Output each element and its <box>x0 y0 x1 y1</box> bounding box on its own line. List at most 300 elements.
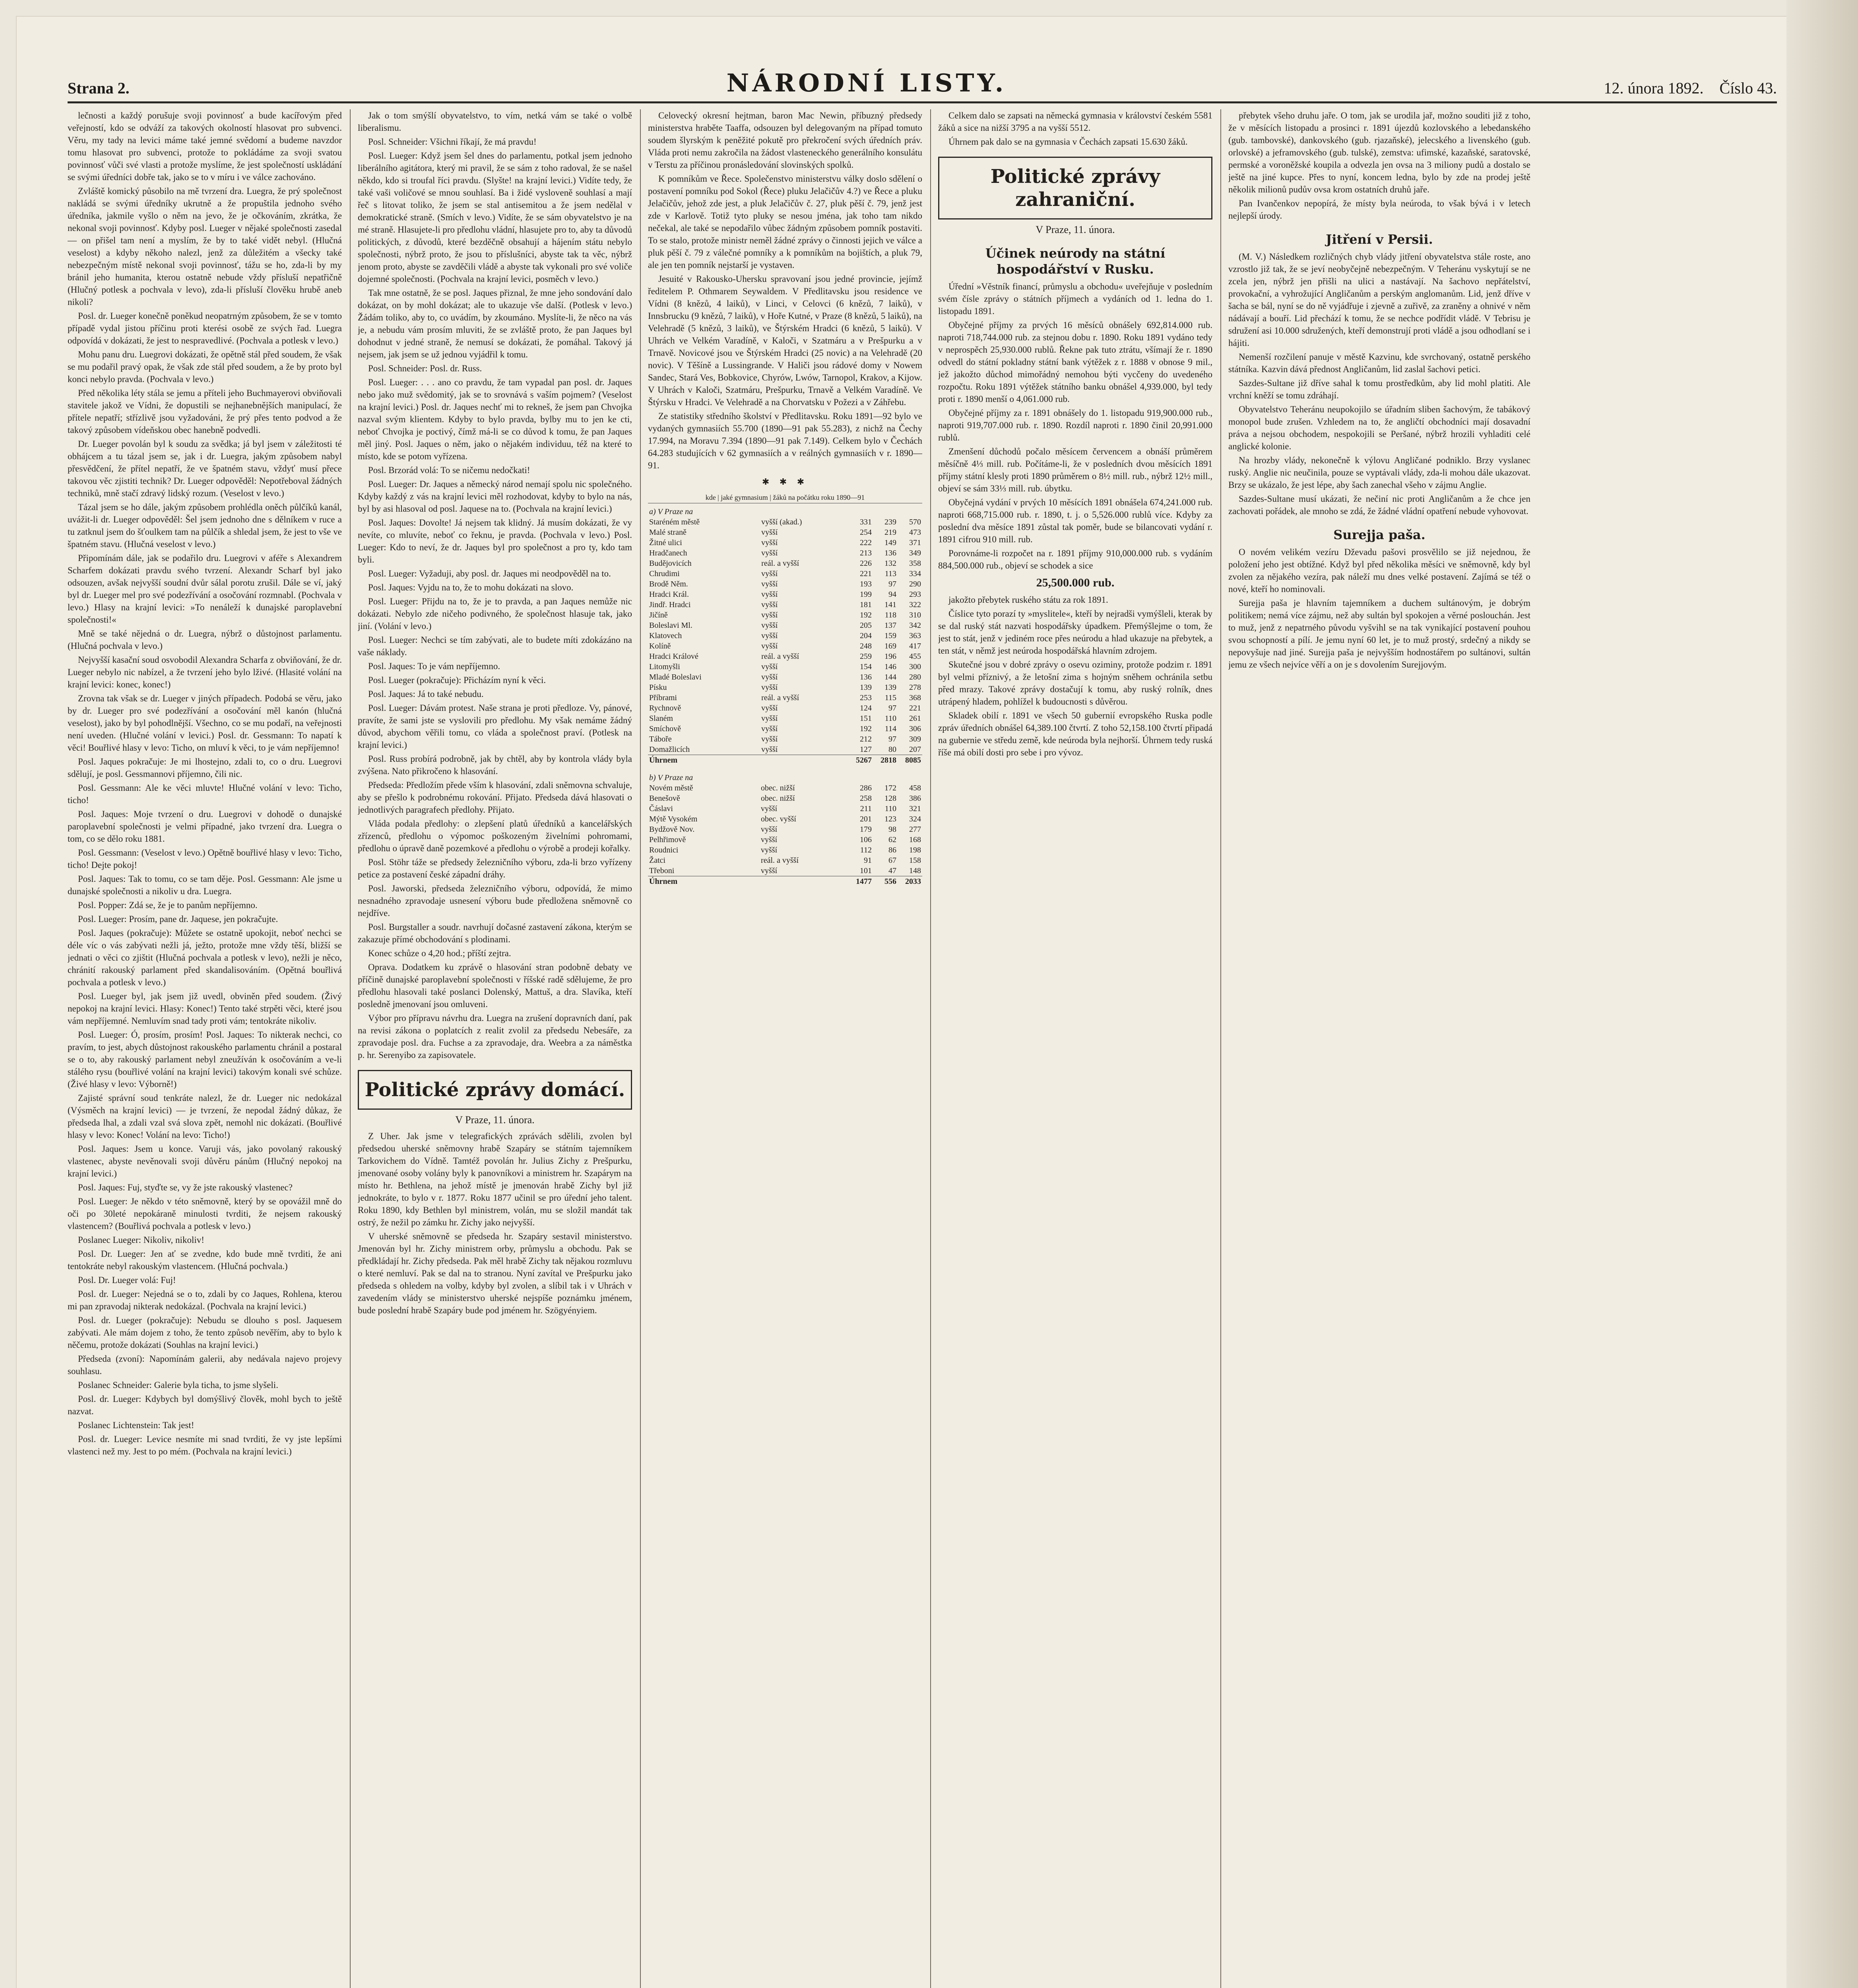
paragraph: Zvláště komický působilo na mě tvrzení dra. Luegra, že prý společnost nakládá se svými úředníky ukrutně a že propuštila jednoho svého úředníka, jakmile vyšlo o něm na jevo, že je očkováním, zkrátka, že nekonal svoji povinnosť. Kdyby posl. Lueger v nějaké společnosti zasedal — on přišel tam není a myslím, že by to také vidět nebyl. (Hlučná veselost) a kdyby někoho nalezl, jenž za důležitém a všecky také nebezpečným místě nekonal svoji povinnosť, tážu se ho, zda-li by my bránil jeho humanita, kterou ostatně nebude vždy přísluší nepatřičně (Hlučný potlesk a pochvala v levo), zda-li přísluší člověku hrubě aneb nikoli? <box>68 186 342 307</box>
column-rule <box>1220 109 1221 1988</box>
table-row <box>648 855 922 866</box>
paragraph: přebytek všeho druhu jaře. O tom, jak se urodila jař, možno souditi již z toho, že v měsících listopadu a prosinci r. 1891 újezdů kozlovského a lebedanského (gub. tambovské), dankovského (gub. rjazaňské), jelecského a livenského (gub. orlovské) a jeframovského (gub. tulské), zemstva: ufimské, kazaňské, saratovské, permské a voroněžské koupila a odvezla jen ovsa na 3 miliony pudů a dostalo se ještě na jiné kupce. Přes to nyní, koncem ledna, bylo by zde na prodej ještě několik milionů pudův ovsa krom ostatních druhů jaře. <box>1228 111 1530 194</box>
table-cell: 290 <box>909 580 921 588</box>
paragraph: Ze statistiky středního školství v Předlitavsku. Roku 1891—92 bylo ve vydaných gymnasiích 55.700 (1890—91 pak 55.283), z nichž na Čechy 17.994, na Moravu 7.394 (1890—91 pak 7.149). Celkem bylo v Čechách 64.283 studujících v 62 gymnasiích a v reálných gymnasiích v r. 1890—91. <box>648 411 922 470</box>
table-cell: vyšší <box>761 804 778 813</box>
table-row <box>648 579 922 589</box>
table-cell: vyšší <box>761 846 778 854</box>
table-cell: 358 <box>909 559 921 568</box>
table-cell: vyšší <box>761 549 778 557</box>
paragraph: Konec schůze o 4,20 hod.; příští zejtra. <box>368 948 511 958</box>
table-cell: 221 <box>860 569 872 578</box>
paragraph: Na hrozby vlády, nekonečně k výlovu Angličané podniklo. Brzy vyslanec ruský. Anglie nic neučinila, pouze se vyptávali vlády, zda-li mohou dále ukazovat. Brzy se ukázalo, že jest lépe, aby šach zanechal všeho v zájmu Anglie. <box>1228 455 1530 490</box>
table-row <box>648 538 922 548</box>
paragraph: Posl. Jaques: Dovolte! Já nejsem tak klidný. Já musím dokázati, že vy nevíte, co mluvíte, neboť co řeknu, je pravda. (Pochvala v levo.) Posl. Lueger: Kdo to neví, že dr. Jaques byl pro společnost a pro ty, kdo tam byli. <box>358 518 632 565</box>
table-cell: vyšší <box>761 538 778 547</box>
table-cell: 331 <box>860 518 872 526</box>
table-cell: 110 <box>884 804 896 813</box>
table-cell: Třeboni <box>649 866 675 875</box>
table-row <box>648 744 922 755</box>
table-cell: reál. a vyšší <box>761 693 799 702</box>
table-cell: 169 <box>884 642 896 650</box>
table-cell: 306 <box>909 724 921 733</box>
paragraph: lečnosti a každý porušuje svoji povinnosť a bude kacířovým před veřejností, kdo se odváží za takových okolností hlasovat pro subvenci. Věru, my tady na levici máme také jemné svědomí a budeme navzdor tomu hlasovat pro subvenci, protože to pokládáme za svoji svatou povinnosť vůči své vlasti a protože myslíme, že jest společností uskládání se svými úředníci dobře tak, jako se to v míru i ve válce zachováno. <box>68 111 342 182</box>
column-5 <box>1228 109 1530 1988</box>
table-cell: vyšší <box>761 673 778 681</box>
table-cell: 144 <box>884 673 896 681</box>
paragraph: Posl. Dr. Lueger volá: Fuj! <box>78 1275 176 1285</box>
table-row <box>648 734 922 744</box>
paragraph: Skladek obilí r. 1891 ve všech 50 gubernií evropského Ruska podle zpráv úředních obnášel 64,389.100 čtvrtí. Z toho 52,158.100 čtvrtí připadá na gubernie ve středu země, kde neúroda byla nejhorší. Úhrnem tedy ruská říše má obilí dosti pro sebe i pro vývoz. <box>938 711 1212 757</box>
paragraph: Úhrnem pak dalo se na gymnasia v Čechách zapsati 15.630 žáků. <box>948 137 1188 147</box>
table-cell: 417 <box>909 642 921 650</box>
table-cell: 139 <box>884 683 896 692</box>
table-cell: 310 <box>909 611 921 619</box>
paragraph: Posl. Jaques: Moje tvrzení o dru. Luegrovi v dohodě o dunajské paroplavební společnosti je velmi případné, jako tvrzení dra. Luegra o tom, co se dělo roku 1881. <box>68 809 342 844</box>
table-cell: obec. vyšší <box>761 815 796 823</box>
table-cell: 196 <box>884 652 896 661</box>
column-rule <box>640 109 641 1988</box>
table-cell: vyšší <box>761 714 778 723</box>
table-body <box>648 503 922 766</box>
paragraph: Celkem dalo se zapsati na německá gymnasia v království českém 5581 žáků a sice na nižší 3795 a na vyšší 5512. <box>938 111 1212 133</box>
table-cell: Mladé Boleslavi <box>649 673 702 681</box>
paragraph: Úřední »Věstník financí, průmyslu a obchodu« uveřejňuje v posledním svém čísle zprávy o státních příjmech a vydáních od 1. ledna do 1. listopadu 1891. <box>938 282 1212 316</box>
table-cell: Čáslavi <box>649 804 673 813</box>
column-4-body-3 <box>938 594 1212 759</box>
paragraph: Vláda podala předlohy: o zlepšení platů úředníků a kancelářských zřízenců, předlohu o výpomoc poškozeným živelními pohromami, předlohu o úpravě daně pozemkové a předlohu o výrobě a prodeji kořalky. <box>358 819 632 853</box>
paragraph: Nejvyšší kasační soud osvobodil Alexandra Scharfa z obviňování, že dr. Lueger nebylo nic nabízel, a že tvrzení jeho bylo lživé. (Hlasité volání na krajní levici: konec, konec!) <box>68 655 342 689</box>
table-cell: 97 <box>888 704 896 712</box>
paragraph: Nemenší rozčilení panuje v městě Kazvinu, kde svrchovaný, ostatně perského státníka. Kazvin dává přednost Angličanům, lid zaslal šachovi petici. <box>1228 352 1530 374</box>
table-cell: Chrudimi <box>649 569 680 578</box>
table-cell: 212 <box>860 735 872 744</box>
table-cell: 259 <box>860 652 872 661</box>
table-cell: 239 <box>884 518 896 526</box>
table-cell: vyšší <box>761 528 778 537</box>
table-cell: 115 <box>884 693 896 702</box>
gymnasium-table-municipal <box>648 769 922 887</box>
table-row <box>648 783 922 793</box>
column-5-body-2 <box>1228 250 1530 517</box>
table-cell: 97 <box>888 580 896 588</box>
paragraph: Posl. Jaques pokračuje: Je mi lhostejno, zdali to, co o dru. Luegrovi sdělují, je posl. Gessmannovi příjemno, čili nic. <box>68 757 342 779</box>
paragraph: Posl. Gessmann: Ale ke věci mluvte! Hlučné volání v levo: Ticho, ticho! <box>68 783 342 805</box>
table-cell: Domažlicích <box>649 745 690 754</box>
paragraph: Posl. Jaques: Vyjdu na to, že to mohu dokázati na slovo. <box>368 582 574 592</box>
table-cell: 136 <box>860 673 872 681</box>
column-4-body-2 <box>938 280 1212 572</box>
table-cell: 222 <box>860 538 872 547</box>
table-cell: 110 <box>884 714 896 723</box>
table-row <box>648 845 922 855</box>
table-row <box>648 662 922 672</box>
table-cell: Hradci Král. <box>649 590 689 599</box>
table-cell: 207 <box>909 745 921 754</box>
paragraph: Skutečné jsou v dobré zprávy o osevu oziminy, protože podzim r. 1891 byl velmi příznivý, a že letošní zima s hojným sněhem ochránila setbu před mrazy. Takové zprávy dostačují k tomu, aby ruský rolník, dnes utrápený hladem, pohlížel k budoucnosti s důvěrou. <box>938 660 1212 707</box>
table-row <box>648 724 922 734</box>
table-cell: 368 <box>909 693 921 702</box>
table-cell: 149 <box>884 538 896 547</box>
table-cell: Táboře <box>649 735 672 744</box>
table-cell: 322 <box>909 600 921 609</box>
table-cell: 98 <box>888 825 896 834</box>
paragraph: Posl. Jaques: Fuj, styďte se, vy že jste rakouský vlastenec? <box>78 1182 293 1192</box>
table-row <box>648 517 922 527</box>
table-cell: Příbrami <box>649 693 677 702</box>
table-cell: 132 <box>884 559 896 568</box>
table-cell: Žatci <box>649 856 666 865</box>
table-cell: 199 <box>860 590 872 599</box>
table-row <box>648 651 922 662</box>
dateline: V Praze, 11. února. <box>455 1114 535 1126</box>
table-cell: Mýtě Vysokém <box>649 815 698 823</box>
table-cell: Klatovech <box>649 631 682 640</box>
gymnasium-table-czech <box>648 492 922 765</box>
table-row <box>648 835 922 845</box>
table-cell: 113 <box>884 569 896 578</box>
paragraph: Posl. Schneider: Všichni říkají, že má pravdu! <box>368 137 537 147</box>
table-cell: Kolíně <box>649 642 671 650</box>
table-cell: Jindř. Hradci <box>649 600 691 609</box>
paragraph: Mně se také nějedná o dr. Luegra, nýbrž o důstojnost parlamentu. (Hlučná pochvala v levo.) <box>68 629 342 651</box>
table-cell: vyšší <box>761 569 778 578</box>
table-cell: vyšší <box>761 866 778 875</box>
paragraph: Předseda (zvoní): Napomínám galerii, aby nedávala najevo projevy souhlasu. <box>68 1354 342 1376</box>
paragraph: Obyčejné příjmy za r. 1891 obnášely do 1. listopadu 919,900.000 rub., naproti 919,707.000 rub. r. 1890. Rozdíl naproti r. 1890 činil 20,991.000 rublů. <box>938 408 1212 443</box>
table-cell: 2033 <box>898 876 922 887</box>
table-cell: 118 <box>884 611 896 619</box>
table-cell: 106 <box>860 835 872 844</box>
table-cell: Hradčanech <box>649 549 687 557</box>
table-cell: 371 <box>909 538 921 547</box>
table-cell: obec. nižší <box>761 784 795 792</box>
table-cell: 158 <box>909 856 921 865</box>
table-cell: 278 <box>909 683 921 692</box>
table-cell: 334 <box>909 569 921 578</box>
table-cell: 473 <box>909 528 921 537</box>
paragraph: Surejja paša je hlavním tajemníkem a duchem sultánovým, je dobrým politikem; nemá více zájmu, než aby sultán byl spokojen a věrné poslouchán. Jest to muž, jenž z nepatrného původu vyšvihl se na tak vynikající postavení pouhou svou schopností a pílí. Je jemu nyní 60 let, je to muž prostý, srdečný a nikdy se nepovyšuje nad jiné. Surejja paša je nejvyšším hodnostářem po sultánovi, sultán jemu ze všech nejvíce věří a on je s dovolením Surejjovým. <box>1228 598 1530 670</box>
table-cell: 300 <box>909 662 921 671</box>
table-cell: 342 <box>909 621 921 630</box>
paragraph: Posl. Lueger: . . . ano co pravdu, že tam vypadal pan posl. dr. Jaques nebo jako muž svědomitý, jak se to srovnává s vaším pojmem? (Veselost na krajní levici.) Posl. dr. Jaques nechť mi to rekneš, že jsem pan Chvojka nazval svým klientem. Kdyby to bylo pravda, bylby mu to jen ke cti, neboť Chvojka je poctivý, čímž má-li se co důvod k tomu, že pan Jaques měl jiný. Posl. Jaques o něm, jako o nějakém individuu, též na které to místo, kde se potom vyřízena. <box>358 377 632 461</box>
table-cell: 172 <box>884 784 896 792</box>
table-cell: vyšší <box>761 683 778 692</box>
paragraph: Posl. dr. Lueger: Nejedná se o to, zdali by co Jaques, Rohlena, kterou mi pan zpravodaj nikterak nedokázal. (Pochvala na krajní levici.) <box>68 1289 342 1311</box>
paragraph: Posl. dr. Lueger: Kdybych byl domýšlivý člověk, mohl bych to ještě nazvat. <box>68 1394 342 1416</box>
table-cell: 192 <box>860 611 872 619</box>
column-5-body-3 <box>1228 546 1530 671</box>
paragraph: Posl. Lueger: Přijdu na to, že je to pravda, a pan Jaques nemůže nic dokázati. Nebylo zde ničeho podivného, že společnost hlasuje tak, jako jiní. (Volání v levo.) <box>358 596 632 631</box>
table-cell: 248 <box>860 642 872 650</box>
column-4 <box>938 109 1212 1988</box>
table-cell: Hradci Králové <box>649 652 698 661</box>
table-cell: 198 <box>909 846 921 854</box>
table-cell: Benešově <box>649 794 680 803</box>
masthead <box>68 68 1777 103</box>
masthead-right <box>1604 79 1777 97</box>
paragraph: Posl. Lueger: Je někdo v této sněmovně, který by se opovážil mně do oči po 30leté nepokáraně minulosti tvrditi, že nejsem rakouský vlastencem? (Bouřlivá pochvala a potlesk v levo.) <box>68 1196 342 1231</box>
table-cell: 193 <box>860 580 872 588</box>
table-cell: Žitné ulici <box>649 538 682 547</box>
table-row <box>648 620 922 631</box>
table-cell: 363 <box>909 631 921 640</box>
table-cell: 94 <box>888 590 896 599</box>
table-row <box>648 558 922 569</box>
table-cell: vyšší (akad.) <box>761 518 802 526</box>
table-cell: 80 <box>888 745 896 754</box>
table-cell: 114 <box>884 724 896 733</box>
table-cell: Brodě Něm. <box>649 580 688 588</box>
table-cell: 204 <box>860 631 872 640</box>
paragraph: Posl. dr. Lueger: Levice nesmíte mi snad tvrditi, že vy jste lepšími vlastenci než my. Jest to po mém. (Pochvala na krajní levici.) <box>68 1434 342 1456</box>
paragraph: Jak o tom smýšlí obyvatelstvo, to vím, netká vám se také o volbě liberalismu. <box>358 111 632 133</box>
table-group-label: b) V Praze na <box>649 773 693 782</box>
table-cell: Rychnově <box>649 704 681 712</box>
section-heading-domestic: Politické zprávy domácí. <box>358 1070 632 1110</box>
paragraph: Posl. Lueger: Dr. Jaques a německý národ nemají spolu nic společného. Kdyby každý z vás na krajní levici měl rozhodovat, kdyby to bylo na nás, byl by asi hlasoval od posl. Jaquese na to. (Pochvala na krajní levici.) <box>358 479 632 514</box>
table-cell: Slaném <box>649 714 673 723</box>
column-3-body <box>648 109 922 472</box>
table-row <box>648 548 922 558</box>
column-rule <box>930 109 931 1988</box>
paragraph: Posl. Lueger byl, jak jsem již uvedl, obviněn před soudem. (Živý nepokoj na krajní levici. Hlasy: Konec!) Tento také strpěti věci, které jsou vám nepříjemné. Nemluvím snad tady proti vám; tentokráte nikoliv. <box>68 991 342 1026</box>
table-cell: 2818 <box>873 755 898 766</box>
table-cell: Budějovicích <box>649 559 692 568</box>
table-cell: Úhrnem <box>648 876 760 887</box>
paragraph: O novém velikém vezíru Dževadu pašovi prosvělilo se již nejednou, že položení jeho jest obtížné. Když byl před několika měsíci ve sněmovně, kdy byl zvolen za nějakého vezíra, pak náleží mu dnes velké postavení. Zajímá se též o nové, kteří ho nominovali. <box>1228 547 1530 594</box>
table-cell: Boleslavi Ml. <box>649 621 692 630</box>
paragraph: Pan Ivančenkov nepopírá, že místy byla neúroda, to však bývá i v letech nejlepší úrody. <box>1228 198 1530 221</box>
table-cell: Jičíně <box>649 611 668 619</box>
table-cell: vyšší <box>761 724 778 733</box>
table-cell: 112 <box>860 846 872 854</box>
paragraph: Posl. Lueger: Vyžaduji, aby posl. dr. Jaques mi neodpověděl na to. <box>368 569 611 579</box>
table-cell: Písku <box>649 683 667 692</box>
table-cell: vyšší <box>761 600 778 609</box>
paragraph: Poslanec Schneider: Galerie byla ticha, to jsme slyšeli. <box>78 1380 278 1390</box>
table-row <box>648 682 922 693</box>
table-cell: 8085 <box>898 755 922 766</box>
table-cell: 139 <box>860 683 872 692</box>
table-cell: 67 <box>888 856 896 865</box>
paragraph: Obyčejná vydání v prvých 10 měsících 1891 obnášela 674,241.000 rub. naproti 668,715.000 rub. r. 1890, t. j. o 5,526.000 rublů více. Kdyby za poslední dva měsíce 1891 zůstal tak poměr, bude se bilancovati vydání r. 1891 cifrou 910 mill. rub. <box>938 497 1212 544</box>
table-cell: 261 <box>909 714 921 723</box>
table-cell: 277 <box>909 825 921 834</box>
table-cell: 128 <box>884 794 896 803</box>
table-cell: 226 <box>860 559 872 568</box>
table-cell: 5267 <box>848 755 873 766</box>
table-cell: 101 <box>860 866 872 875</box>
table-cell: 254 <box>860 528 872 537</box>
table-cell: 386 <box>909 794 921 803</box>
section-heading-foreign: Politické zprávy zahraniční. <box>938 157 1212 219</box>
paragraph: Posl. dr. Lueger (pokračuje): Nebudu se dlouho s posl. Jaquesem zabývati. Ale mám dojem z toho, že tento způsob nevěřím, aby to bylo k něčemu, protože dokázati (Souhlas na krajní levici.) <box>68 1315 342 1350</box>
table-cell: vyšší <box>761 590 778 599</box>
table-row <box>648 713 922 724</box>
table-cell: 556 <box>873 876 898 887</box>
column-1 <box>68 109 342 1988</box>
table-cell: 47 <box>888 866 896 875</box>
table-cell: vyšší <box>761 642 778 650</box>
table-row <box>648 793 922 804</box>
paragraph: Připomínám dále, jak se podařilo dru. Luegrovi v aféře s Alexandrem Scharfem dokázati pravdu svého tvrzení. Alexandr Scharf byl jako odsouzen, avšak nejvyšší soudní dvůr sálal porotu zrušil. Dále se ví, jaký byl dr. Lueger mel pro své podezřívání a osočování rozmnabl. (Pochvala v levo.) Hlasy na krajní levici: »To nenáleží k dunajské paroplavební společnosti!« <box>68 553 342 625</box>
table-cell: 211 <box>860 804 872 813</box>
table-cell: vyšší <box>761 835 778 844</box>
table-cell: 148 <box>909 866 921 875</box>
table-cell: vyšší <box>761 704 778 712</box>
column-2-body-2 <box>358 1130 632 1316</box>
paragraph: Sazdes-Sultane musí ukázati, že nečiní nic proti Angličanům a že chce jen zachovati pořádek, ale mnoho se zdá, že žádné vládní opatření nebude vyhovovat. <box>1228 494 1530 516</box>
table-cell: vyšší <box>761 825 778 834</box>
paragraph: Zrovna tak však se dr. Lueger v jiných případech. Podobá se věru, jako by dr. Lueger pro své podezřívání a osočování měl kanón (hlučná veselost), jako by byl pohodlnější. Všechno, co se mu podaří, na veřejnosti není uveden. (Hlučné volání v levici.) Posl. dr. Gessmann: To napatí k věci! Bouřlivé hlasy v levo: Ticho, on mluví k věci, to je vám nepříjemno! <box>68 693 342 753</box>
table-cell: 309 <box>909 735 921 744</box>
column-5-body <box>1228 109 1530 222</box>
paragraph: Posl. Lueger: Když jsem šel dnes do parlamentu, potkal jsem jednoho liberálního agitátora, který mi pravil, že se sám z toho radoval, že se našel někdo, kdo si troufal říci pravdu. (Slyšte! na krajní levici.) Vidíte tedy, že také vaši voličové se mnou souhlasí. Ba i židé vysloveně souhlasí a mají řeč s litovat toliko, že jsem se stal antisemitou a že jsem nedělal v demokratické straně. (Smích v levo.) Vidíte, že se sám obyvatelstvo je na mé straně. Hlasujete-li pro předlohu vládní, hlasujete pro to, aby ta důvodů politických, z důvodů, které bezděčně obsahují a hájením státu nebylo společnosti, nýbrž proto, že jsou to příslušníci, abyste tak ta věc, nýbrž jenom proto, abyste se zavděčili vládě a abyste tak vykonali pro své voliče dojemné společnosti. (Pochvala na krajní levici, posměch v levo.) <box>358 151 632 284</box>
table-cell: 123 <box>884 815 896 823</box>
paragraph: Zmenšení důchodů počalo měsícem červencem a obnáší průměrem měsíčně 4⅓ mill. rub. Počítáme-li, že v posledních dvou měsících 1891 příjmy státní klesly proti 1890 průměrem o 8½ mill. rub., nýbrž 12½ mill., objeví se sám 33⅓ mill. rub. úbytku. <box>938 447 1212 493</box>
column-2 <box>358 109 632 1988</box>
table-cell: 192 <box>860 724 872 733</box>
table-cell <box>760 755 848 766</box>
table-cell: 205 <box>860 621 872 630</box>
paragraph: Posl. Lueger (pokračuje): Přicházím nyní k věci. <box>368 675 546 685</box>
separator-stars: ✱ ✱ ✱ <box>762 477 809 487</box>
paragraph: Posl. Jaques: To je vám nepříjemno. <box>368 661 500 671</box>
paragraph: Posl. Popper: Zdá se, že je to panům nepříjemno. <box>78 900 258 910</box>
table-cell: 146 <box>884 662 896 671</box>
paragraph: Tak mne ostatně, že se posl. Jaques přiznal, že mne jeho sondování dalo dokázat, on by mohl dokázat; ale to ukazuje vše další. (Potlesk v levo.) Žádám toliko, aby to, co uvádím, by zkoumáno. Myslíte-li, že něco na vás je, a nebudu vám prosím mluviti, že se zvláště proto, že pan Jaques byl dohodnut v jedné straně, že nemusí se dokázati, že pomáhal. Takový já nejsem, jak jsem se už jednou vyjádřil k tomu. <box>358 288 632 359</box>
paragraph: Posl. Jaques: Já to také nebudu. <box>368 689 484 699</box>
paragraph: Výbor pro přípravu návrhu dra. Luegra na zrušení dopravních daní, pak na revisi zákona o poplatcích z realit zvolil za předsedu Nebesáře, za zpravodaje posl. dra. Fuchse a za zpravodaje, dra. Weebra a za náměstka p. hr. Serenyibo za zapisovatele. <box>358 1013 632 1060</box>
paragraph: V uherské sněmovně se předseda hr. Szapáry sestavil ministerstvo. Jmenován byl hr. Zichy ministrem orby, průmyslu a obchodu. Pak se předkládají hr. Zichy předseda. Pak měl hrabě Zichy tak nějakou rozmluvu o které nemluví. Pak se dal na to stranou. Nyní zavítal ve Prešpurku jako předseda s ohledem na volby, kdyby byl zvolen, a slíbil tak i v Uhrách v zavedením vlády se ministerstvo uherské nejspíše poznámku jménem, bude poslední hrabě Szapáry bude pod jménem hr. Szögyényiem. <box>358 1231 632 1315</box>
table-cell: 221 <box>909 704 921 712</box>
newspaper-title: NÁRODNÍ LISTY. <box>726 68 1007 97</box>
column-2-body <box>358 109 632 1061</box>
table-cell: 570 <box>909 518 921 526</box>
table-total-row <box>648 755 922 766</box>
paragraph: Posl. Lueger: Nechci se tím zabývati, ale to budete míti zdokázáno na vaše náklady. <box>358 635 632 657</box>
table-cell: 141 <box>884 600 896 609</box>
table-cell: 280 <box>909 673 921 681</box>
table-cell: 219 <box>884 528 896 537</box>
table-row <box>648 589 922 600</box>
table-cell: Malé straně <box>649 528 687 537</box>
table-cell: 154 <box>860 662 872 671</box>
table-cell: 91 <box>864 856 872 865</box>
table-cell: reál. a vyšší <box>761 652 799 661</box>
table-cell: 168 <box>909 835 921 844</box>
paragraph: Posl. Brzorád volá: To se ničemu nedočkati! <box>368 465 530 475</box>
table-cell: 293 <box>909 590 921 599</box>
paragraph: Zajisté správní soud tenkráte nalezl, že dr. Lueger nic nedokázal (Výsměch na krajní levici) — je tvrzení, že nepodal žádný důkaz, že předseda lhal, a zdali vzal svá slova zpět, nemohl nic dokázati. (Bouřlivé hlasy v levo: Konec! Volání na levo: Ticho!) <box>68 1093 342 1140</box>
page-number: Strana 2. <box>68 79 130 97</box>
table-row <box>648 600 922 610</box>
paragraph: Posl. Lueger: Ó, prosím, prosím! Posl. Jaques: To nikterak nechci, co pravím, to jest, abych důstojnost rakouského parlamentu chránil a postaral se o to, aby rakouský parlament nebyl zneužíván k osočováním a ve-li stálého rysu (bouřlivé volání na krajní levici) takovým konali své schůze. (Živé hlasy v levo: Výborně!) <box>68 1030 342 1089</box>
paragraph: K pomníkům ve Řece. Společenstvo ministerstvu války doslo sdělení o postavení pomníku pod Sokol (Řece) pluku Jelačičův 4.?) ve Řece a pluku Jelačičův, jehož zde jest, a pluk Jelačičův č. 27, pluk pěší č. 79, jenž jest zde v Karlově. Totiž tyto pluky se nesou jména, jak toho tam nikdo nečekal, ale také se nepodařilo vůbec žádným způsobem pomník postaviti. To se stalo, protože ministr neměl žádné zprávy o činnosti jejich ve válce a pluk pěší č. 79 z válečné pomníky a k pomníkům na bojištích, a pluk 79, ale jen ten pomník nejstarší je vystaven. <box>648 174 922 270</box>
table-body <box>648 769 922 887</box>
paragraph: Posl. Jaworski, předseda železničního výboru, odpovídá, že mimo nesnadného zpravodaje usnesení výboru bude předložena sněmovně co nejdříve. <box>358 883 632 918</box>
paragraph: Poslanec Lichtenstein: Tak jest! <box>78 1420 194 1430</box>
paragraph: Posl. dr. Lueger konečně poněkud neopatrným způsobem, že se v tomto případě vydal jistou příčinu proti kterési osobě ze svých řad. Luegra odpovídá v dokázati, že jest to nespravedlivé. (Pochvala a potlesk v levo.) <box>68 311 342 346</box>
table-cell: vyšší <box>761 745 778 754</box>
table-cell: 86 <box>888 846 896 854</box>
table-cell: 458 <box>909 784 921 792</box>
table-cell: Litomyšli <box>649 662 680 671</box>
issue-date: 12. února 1892. <box>1604 79 1704 97</box>
paragraph: Posl. Russ probírá podrobně, jak by chtěl, aby by kontrola vlády byla zvýšena. Nato přikročeno k hlasování. <box>358 754 632 776</box>
paragraph: Posl. Schneider: Posl. dr. Russ. <box>368 363 482 373</box>
table-cell: Staréném městě <box>649 518 700 526</box>
table-cell: 455 <box>909 652 921 661</box>
paragraph: Posl. Lueger: Prosím, pane dr. Jaquese, jen pokračujte. <box>78 914 278 924</box>
table-cell: vyšší <box>761 621 778 630</box>
table-cell: 124 <box>860 704 872 712</box>
table-row <box>648 641 922 651</box>
paragraph: Celovecký okresní hejtman, baron Mac Newin, příbuzný předsedy ministerstva hraběte Taaffa, odsouzen byl delegovaným na případ tomuto soudem šlyrským k peněžité pokutě pro překročení svých úředních práv. Vláda proti nemu zakročila na žádost vlasteneckého generálního konsulátu v Terstu za příčinou pronásledování slovinských spolků. <box>648 111 922 170</box>
table-cell: Úhrnem <box>648 755 760 766</box>
table-row <box>648 814 922 824</box>
paragraph: Před několika léty stála se jemu a příteli jeho Buchmayerovi obviňovali stavitele jakož ve Vídni, že dopustili se nejhanebnějších manipulací, že přítele nepatří; střízlivě jsou vyžadováni, že prý přes tento podvod a že takový způsobem vídeňskou obec hanebně podvedli. <box>68 388 342 435</box>
table-cell: 286 <box>860 784 872 792</box>
paragraph: Posl. Jaques: Tak to tomu, co se tam děje. Posl. Gessmann: Ale jsme u dunajské společnosti a nikoliv u dra. Luegra. <box>68 874 342 896</box>
article-title: Surejja paša. <box>1333 527 1426 542</box>
article-title: Účinek neúrody na státní hospodářství v Rusku. <box>985 246 1166 277</box>
table-cell: 1477 <box>848 876 873 887</box>
paragraph: Sazdes-Sultane již dříve sahal k tomu prostředkům, aby lid mohl platiti. Ale vrchní kněží se tomu zdráhají. <box>1228 378 1530 400</box>
table-cell: 324 <box>909 815 921 823</box>
table-row <box>648 672 922 682</box>
table-cell: vyšší <box>761 735 778 744</box>
column-rule <box>350 109 351 1988</box>
table-cell: 349 <box>909 549 921 557</box>
column-3 <box>648 109 922 1988</box>
paragraph: Obyvatelstvo Teheránu neupokojilo se úřadním sliben šachovým, že tabákový monopol bude zrušen. Vzhledem na to, že angličtí obchodníci mají dosavadní práva a nejsou obchodem, nespokojili se Peršané, nýbrž hrozili vyhladiti celé anglické kolonie. <box>1228 404 1530 451</box>
table-cell: 137 <box>884 621 896 630</box>
table-total-row <box>648 876 922 887</box>
paragraph: Posl. Burgstaller a soudr. navrhují dočasné zastavení zákona, kterým se zakazuje přímé obchodování s plodinami. <box>358 922 632 944</box>
paragraph: Posl. Jaques (pokračuje): Můžete se ostatně upokojit, neboť nechci se déle víc o vás zabývati nežli já, ježto, protože mne vždy těší, bližší se jednati o věci co zjištit (Hlučná pochvala a potlesk v levo), nežli je něco, chránití rakouský parlament před skandalisováním. (Opětná bouřlivá pochvala a potlesk v levo.) <box>68 928 342 987</box>
table-cell: 127 <box>860 745 872 754</box>
table-cell: Smíchově <box>649 724 681 733</box>
table-row <box>648 804 922 814</box>
table-cell: 321 <box>909 804 921 813</box>
paragraph: Tázal jsem se ho dále, jakým způsobem prohlédla oněch půlčíků kanál, uvážit-li dr. Lueger odpověděl: Šel jsem jednoho dne s dělníkem v ruce a tu zatknul jsem do šťoulkem tam na půlčík a shledal jsem, že jest to vše ve špatném stavu. (Hlučná veselost v levo.) <box>68 502 342 549</box>
paragraph: Posl. Jaques: Jsem u konce. Varuji vás, jako povolaný rakouský vlastenec, abyste nevěnovali svoji důvěru pánům (Hlučný nepokoj na krajní levici.) <box>68 1144 342 1178</box>
table-row <box>648 610 922 620</box>
paragraph: Porovnáme-li rozpočet na r. 1891 příjmy 910,000.000 rub. s vydáním 884,500.000 rub., objeví se schodek a sice <box>938 548 1212 571</box>
paragraph: Posl. Lueger: Dávám protest. Naše strana je proti předloze. Vy, pánové, pravíte, že sami jste se vyslovili pro předlohu. My však nemáme žádný důvod, abychom věřili tomu, co vláda a společnost praví. (Potlesk na krajní levici.) <box>358 703 632 750</box>
table-row <box>648 527 922 538</box>
paragraph: Posl. Stöhr táže se předsedy železničního výboru, zda-li brzo vyřízeny petice za postavení české západní dráhy. <box>358 857 632 879</box>
paragraph: jakožto přebytek ruského státu za rok 1891. <box>948 595 1108 605</box>
table-cell: 159 <box>884 631 896 640</box>
table-row <box>648 703 922 713</box>
table-cell: reál. a vyšší <box>761 559 799 568</box>
table-cell: vyšší <box>761 662 778 671</box>
paragraph: Z Uher. Jak jsme v telegrafických zprávách sdělili, zvolen byl předsedou uherské sněmovny hrabě Szapáry se státním tajemníkem Tarkovichem do Vídně. Tamtéž povolán hr. Julius Zichy z Prešpurku, jmenované osoby volány byly k panovníkovi a ministrem hr. Szapárym na místo hr. Bethlena, na jehož místě je jmenován hrabě Zichy byl již jednokráte, to bylo v r. 1877. Roku 1877 učinil se pro úřední jeho talent. Roku 1890, kdy Bethlen byl ministrem, volán, mu se složil mandát tak ostrý, že nežil po zámku hr. Zichy jako nejvyšší. <box>358 1131 632 1227</box>
paragraph: Oprava. Dodatkem ku zprávě o hlasování stran podobně debaty ve příčině dunajské paroplavební společnosti v říšské radě sdělujeme, že pro předlohu hlasovali také poslanci Dolenský, Mattuš, a dra. Slavíka, kteří posledně jmenovaní jsou omluveni. <box>358 962 632 1009</box>
table-row <box>648 569 922 579</box>
table-cell: 136 <box>884 549 896 557</box>
dateline: V Praze, 11. února. <box>1036 224 1115 235</box>
table-row <box>648 631 922 641</box>
paragraph: Posl. Gessmann: (Veselost v levo.) Opětně bouřlivé hlasy v levo: Ticho, ticho! Dejte pokoj! <box>68 848 342 870</box>
paragraph: Poslanec Lueger: Nikoliv, nikoliv! <box>78 1235 204 1245</box>
paragraph: Dr. Lueger povolán byl k soudu za svědka; já byl jsem v záležitosti té obhájcem a tu tázal jsem se, jak i dr. Luegra, jakým způsobem nabyl přesvědčení, že přítel nepatří, že ve špatném stavu, vždyť musí přece takovou věc zjistiti technik? Dr. Lueger odpověděl: Nepotřeboval žádných techniků, mně stačí zdravý lidský rozum. (Veselost v levo.) <box>68 439 342 498</box>
column-4-body <box>938 109 1212 148</box>
paragraph: Mohu panu dru. Luegrovi dokázati, že opětně stál před soudem, že však se mu podařil pravý opak, že však zde stál před soudem, a že by proto byl konci nebylo pravda. (Pochvala v levo.) <box>68 349 342 384</box>
